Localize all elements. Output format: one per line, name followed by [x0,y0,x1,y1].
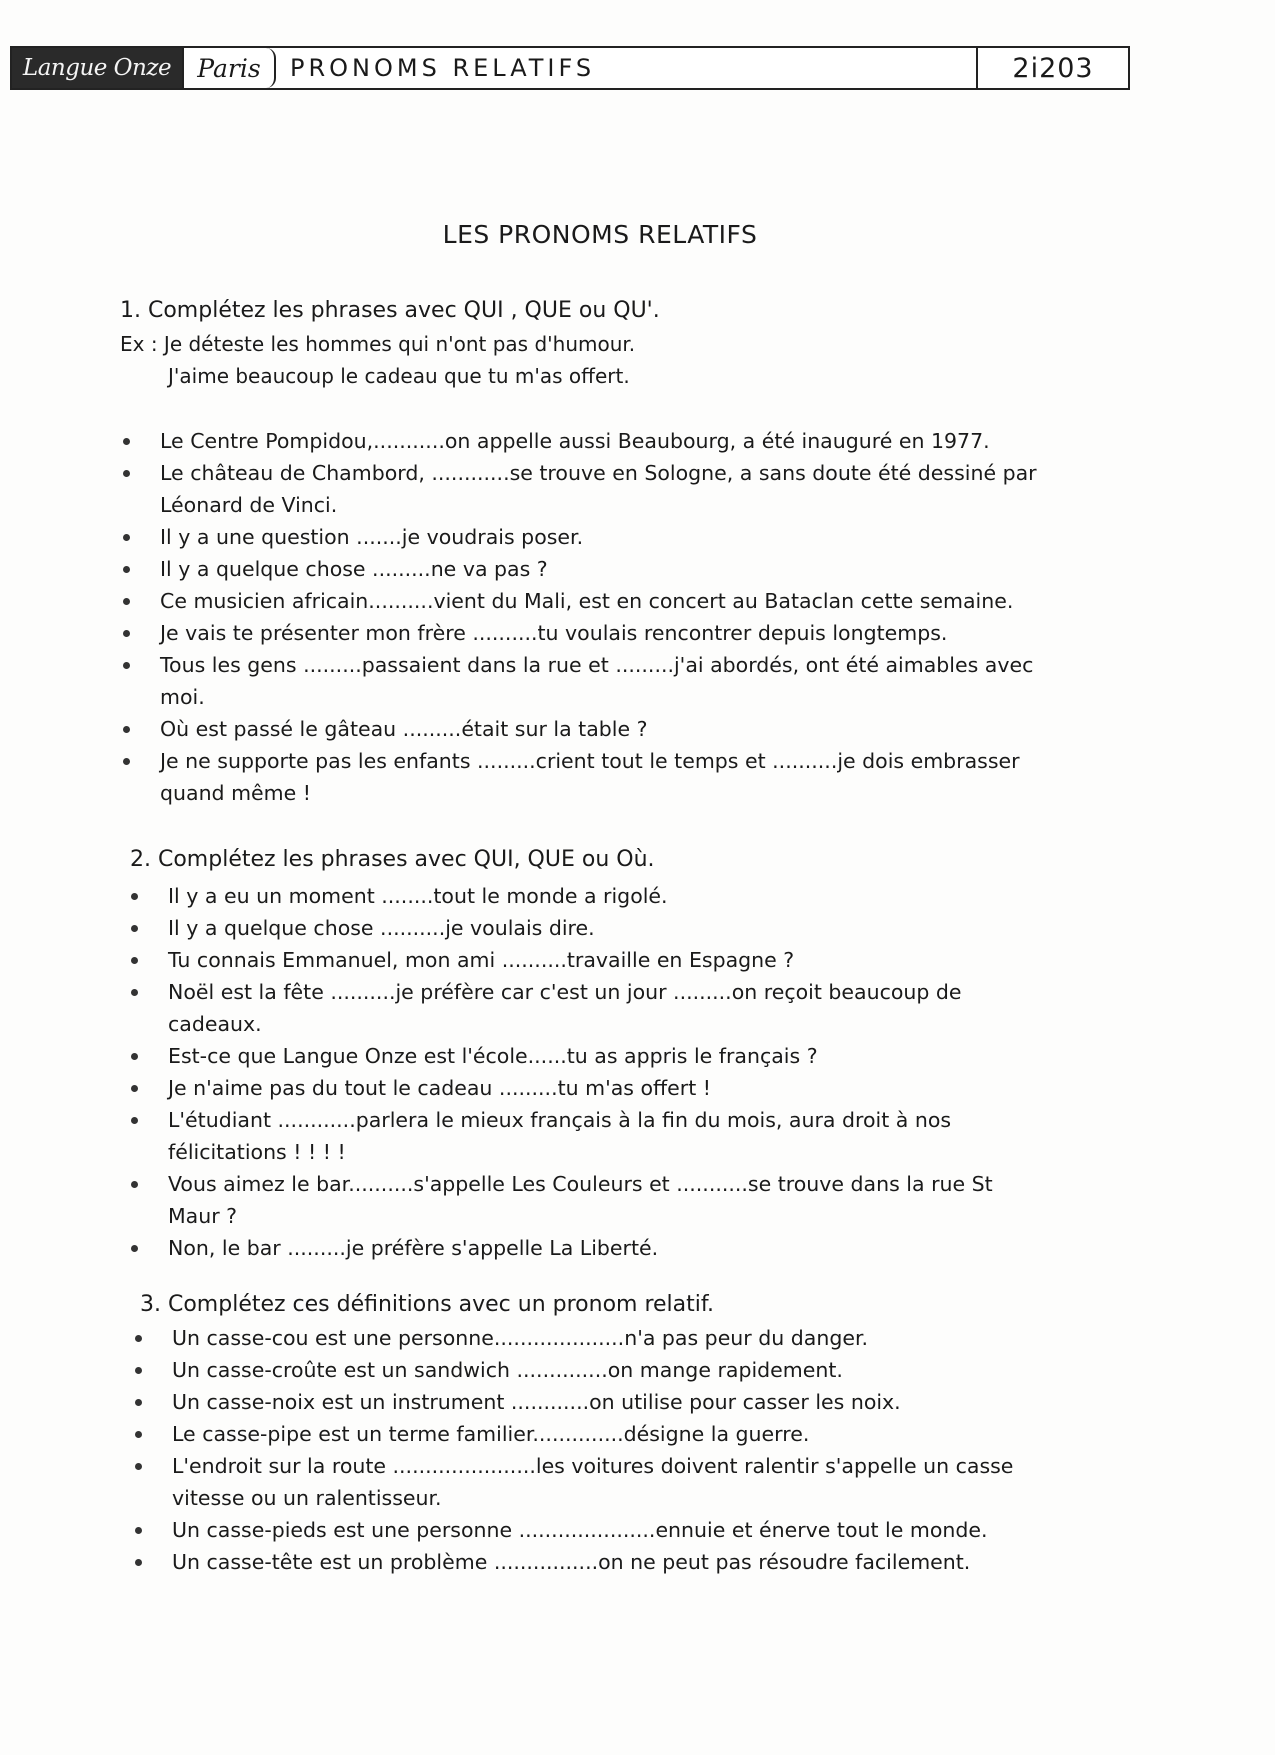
exercise-text: Non, le bar .........je préfère s'appelle La Liberté. [168,1236,659,1260]
bullet-icon [123,726,130,733]
bullet-icon [131,893,138,900]
section-2-list [128,880,993,1264]
bullet-icon [123,470,130,477]
exercise-text: Un casse-tête est un problème ................on ne peut pas résoudre facilement. [172,1550,971,1574]
bullet-icon [131,1245,138,1252]
exercise-item [120,425,1037,457]
exercise-item [132,1354,1013,1386]
bullet-icon [131,1181,138,1188]
exercise-text: L'endroit sur la route ......................les voitures doivent ralentir s'appelle un casse [172,1454,1014,1478]
exercise-text: Vous aimez le bar..........s'appelle Les Couleurs et ...........se trouve dans la rue St [168,1172,993,1196]
bullet-icon [131,989,138,996]
exercise-item [128,1232,993,1264]
exercise-item [132,1514,1013,1546]
exercise-text-continued: cadeaux. [168,1012,262,1036]
exercise-item [132,1546,1013,1578]
exercise-text: Le château de Chambord, ............se trouve en Sologne, a sans doute été dessiné par [160,461,1037,485]
bullet-icon [135,1431,142,1438]
exercise-text: Tu connais Emmanuel, mon ami ..........travaille en Espagne ? [168,948,795,972]
bullet-icon [123,758,130,765]
exercise-text-continued: Maur ? [168,1204,238,1228]
exercise-text: Le Centre Pompidou,...........on appelle aussi Beaubourg, a été inauguré en 1977. [160,429,990,453]
section-3-heading: 3. Complétez ces définitions avec un pronom relatif. [140,1292,715,1317]
bullet-icon [123,630,130,637]
exercise-text: Il y a quelque chose .........ne va pas ? [160,557,548,581]
exercise-text-continued: Léonard de Vinci. [160,493,338,517]
exercise-item [128,976,993,1040]
exercise-text: Tous les gens .........passaient dans la rue et .........j'ai abordés, ont été aimables avec [160,653,1034,677]
bullet-icon [131,1117,138,1124]
bullet-icon [123,438,130,445]
bullet-icon [123,598,130,605]
exercise-text: Un casse-croûte est un sandwich ..............on mange rapidement. [172,1358,843,1382]
exercise-text-continued: vitesse ou un ralentisseur. [172,1486,442,1510]
exercise-item [128,912,993,944]
section-1-heading: 1. Complétez les phrases avec QUI , QUE ou QU'. [120,298,660,323]
exercise-text: Un casse-noix est un instrument ............on utilise pour casser les noix. [172,1390,901,1414]
exercise-item [120,585,1037,617]
page-title: LES PRONOMS RELATIFS [442,220,758,249]
bullet-icon [131,1053,138,1060]
bullet-icon [131,925,138,932]
bullet-icon [135,1559,142,1566]
bullet-icon [123,566,130,573]
exercise-text: Je n'aime pas du tout le cadeau .........tu m'as offert ! [168,1076,711,1100]
exercise-text: Je ne supporte pas les enfants .........crient tout le temps et ..........je dois embrasser [160,749,1020,773]
exercise-text-continued: félicitations ! ! ! ! [168,1140,346,1164]
exercise-text: Est-ce que Langue Onze est l'école......tu as appris le français ? [168,1044,818,1068]
exercise-item [128,880,993,912]
worksheet-code: 2i203 [976,48,1128,88]
bullet-icon [131,957,138,964]
exercise-item [120,521,1037,553]
bullet-icon [123,534,130,541]
exercise-item [128,1168,993,1232]
exercise-text: Un casse-cou est une personne....................n'a pas peur du danger. [172,1326,869,1350]
exercise-text: L'étudiant ............parlera le mieux français à la fin du mois, aura droit à nos [168,1108,952,1132]
exercise-item [120,745,1037,809]
section-3-list [132,1322,1013,1578]
header-strip [10,46,1130,90]
bullet-icon [135,1335,142,1342]
exercise-item [120,649,1037,713]
exercise-text: Le casse-pipe est un terme familier..............désigne la guerre. [172,1422,810,1446]
bullet-icon [131,1085,138,1092]
bullet-icon [135,1399,142,1406]
example-block [120,328,635,392]
exercise-text: Il y a une question .......je voudrais poser. [160,525,584,549]
exercise-item [128,1072,993,1104]
exercise-text: Où est passé le gâteau .........était sur la table ? [160,717,648,741]
exercise-item [132,1322,1013,1354]
exercise-item [128,944,993,976]
exercise-item [120,713,1037,745]
exercise-item [132,1386,1013,1418]
exercise-text: Il y a eu un moment ........tout le monde a rigolé. [168,884,668,908]
exercise-item [120,553,1037,585]
exercise-item [128,1104,993,1168]
section-2-heading: 2. Complétez les phrases avec QUI, QUE ou Où. [130,847,655,872]
example-line-2: J'aime beaucoup le cadeau que tu m'as offert. [168,364,630,388]
exercise-item [120,457,1037,521]
section-1-list [120,425,1037,809]
topic-label: PRONOMS RELATIFS [290,54,596,82]
bullet-icon [135,1367,142,1374]
example-line-1: Ex : Je déteste les hommes qui n'ont pas d'humour. [120,332,636,356]
exercise-item [132,1450,1013,1514]
exercise-item [120,617,1037,649]
school-logo: Langue Onze [12,48,184,88]
bullet-icon [135,1463,142,1470]
exercise-text-continued: moi. [160,685,205,709]
city-label: Paris [184,48,276,88]
exercise-item [132,1418,1013,1450]
exercise-text: Noël est la fête ..........je préfère car c'est un jour .........on reçoit beaucoup de [168,980,962,1004]
exercise-text: Il y a quelque chose ..........je voulais dire. [168,916,595,940]
exercise-text: Ce musicien africain..........vient du Mali, est en concert au Bataclan cette semaine. [160,589,1014,613]
bullet-icon [135,1527,142,1534]
exercise-item [128,1040,993,1072]
exercise-text: Un casse-pieds est une personne .....................ennuie et énerve tout le monde. [172,1518,988,1542]
exercise-text: Je vais te présenter mon frère ..........tu voulais rencontrer depuis longtemps. [160,621,948,645]
exercise-text-continued: quand même ! [160,781,311,805]
bullet-icon [123,662,130,669]
